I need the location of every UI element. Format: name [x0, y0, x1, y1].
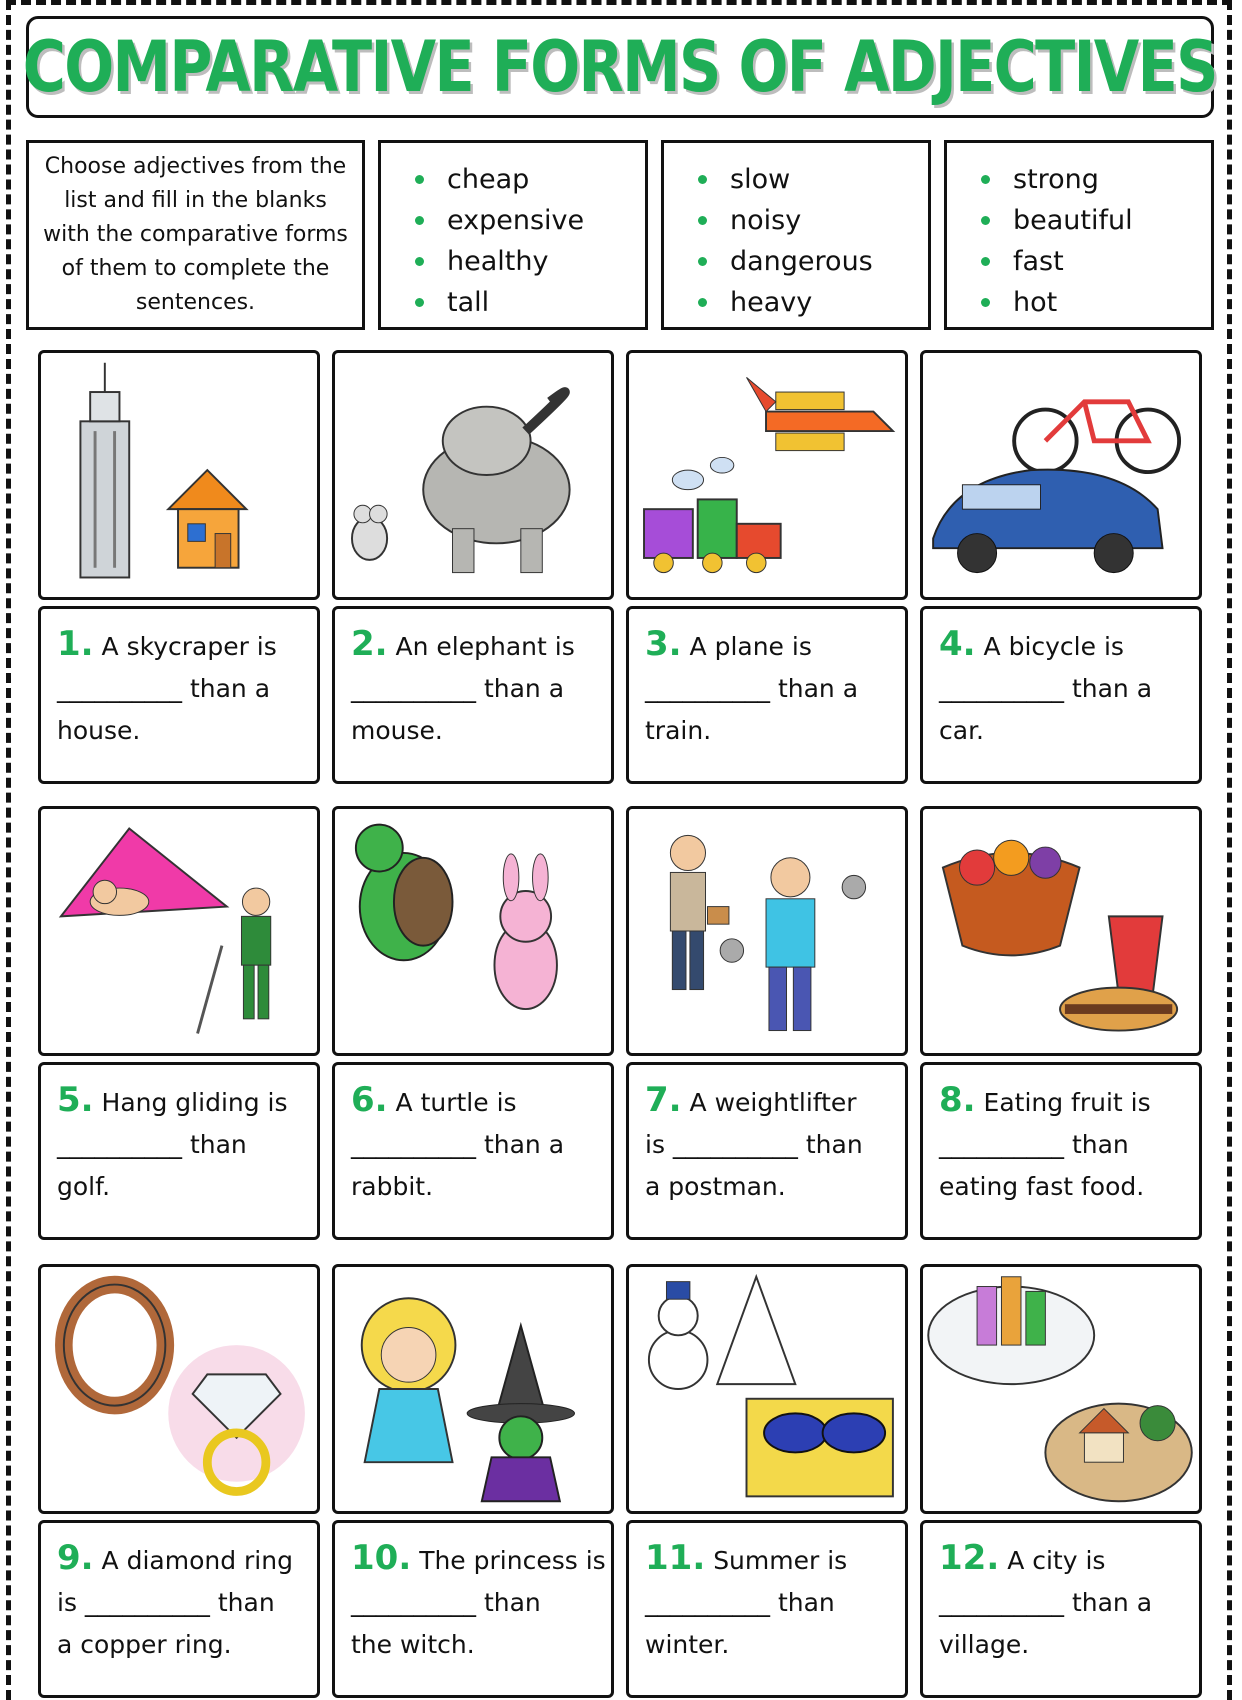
question-blank-line[interactable]: __________ than a: [351, 1130, 565, 1159]
question-card-12: [920, 1520, 1202, 1698]
picture-winter-summer: [626, 1264, 908, 1514]
question-line-1: [939, 1537, 1183, 1582]
picture-elephant-mouse: [332, 350, 614, 600]
question-number: 7.: [645, 1080, 682, 1120]
word-label: slow: [730, 164, 791, 195]
question-blank-line[interactable]: __________ than: [351, 1588, 541, 1617]
question-text: Eating fruit is: [983, 1088, 1151, 1117]
bullet-icon: [415, 298, 424, 307]
question-line-1: [57, 1537, 301, 1582]
bullet-icon: [415, 216, 424, 225]
question-number: 10.: [351, 1538, 412, 1578]
word-item: [981, 159, 1211, 200]
word-label: noisy: [730, 205, 802, 236]
question-card-9: [38, 1520, 320, 1698]
question-ending: train.: [645, 716, 712, 745]
question-card-6: [332, 1062, 614, 1240]
question-line-1: [57, 1079, 301, 1124]
question-blank-line[interactable]: __________ than: [57, 1130, 247, 1159]
question-text: The princess is: [419, 1546, 606, 1575]
bullet-icon: [415, 257, 424, 266]
question-ending: golf.: [57, 1172, 111, 1201]
word-item: [415, 159, 645, 200]
question-blank-line[interactable]: __________ than a: [939, 1588, 1153, 1617]
question-number: 4.: [939, 624, 976, 664]
bullet-icon: [981, 257, 990, 266]
question-ending: village.: [939, 1630, 1030, 1659]
word-item: [415, 200, 645, 241]
question-card-11: [626, 1520, 908, 1698]
picture-plane-train: [626, 350, 908, 600]
question-number: 1.: [57, 624, 94, 664]
question-ending: a copper ring.: [57, 1630, 232, 1659]
question-line-1: [351, 1079, 595, 1124]
question-number: 3.: [645, 624, 682, 664]
bullet-icon: [981, 175, 990, 184]
question-blank-line[interactable]: __________ than a: [57, 674, 271, 703]
question-blank-line[interactable]: __________ than: [645, 1588, 835, 1617]
word-label: fast: [1013, 246, 1064, 277]
question-card-3: [626, 606, 908, 784]
question-number: 5.: [57, 1080, 94, 1120]
bullet-icon: [981, 216, 990, 225]
picture-city-village: [920, 1264, 1202, 1514]
question-text: Summer is: [713, 1546, 848, 1575]
word-item: [698, 241, 928, 282]
question-blank-line[interactable]: __________ than a: [939, 674, 1153, 703]
question-number: 2.: [351, 624, 388, 664]
word-label: dangerous: [730, 246, 873, 277]
word-label: heavy: [730, 287, 813, 318]
question-text: A bicycle is: [983, 632, 1124, 661]
word-label: hot: [1013, 287, 1058, 318]
question-text: A skycraper is: [101, 632, 277, 661]
question-card-1: [38, 606, 320, 784]
instructions-text: Choose adjectives from the list and fill in the blanks with the comparative forms of them to complete the sentences.: [43, 154, 348, 315]
page-title: COMPARATIVE FORMS OF ADJECTIVES: [22, 26, 1218, 108]
word-item: [698, 159, 928, 200]
word-label: strong: [1013, 164, 1099, 195]
question-card-10: [332, 1520, 614, 1698]
picture-fruit-fast-food: [920, 806, 1202, 1056]
instructions-box: [26, 140, 365, 330]
question-card-7: [626, 1062, 908, 1240]
bullet-icon: [698, 298, 707, 307]
word-label: expensive: [447, 205, 585, 236]
word-item: [981, 282, 1211, 323]
word-label: beautiful: [1013, 205, 1133, 236]
question-line-1: [645, 1537, 889, 1582]
question-ending: house.: [57, 716, 141, 745]
word-list-box-2: [661, 140, 931, 330]
question-blank-line[interactable]: __________ than: [939, 1130, 1129, 1159]
question-number: 8.: [939, 1080, 976, 1120]
bullet-icon: [981, 298, 990, 307]
question-line-1: [57, 623, 301, 668]
bullet-icon: [698, 216, 707, 225]
question-line-1: [939, 1079, 1183, 1124]
picture-turtle-rabbit: [332, 806, 614, 1056]
question-text: A weightlifter: [689, 1088, 857, 1117]
question-line-1: [939, 623, 1183, 668]
question-ending: the witch.: [351, 1630, 475, 1659]
picture-postman-weightlifter: [626, 806, 908, 1056]
question-blank-line[interactable]: is __________ than: [57, 1588, 275, 1617]
question-line-1: [351, 1537, 606, 1582]
picture-bicycle-car: [920, 350, 1202, 600]
question-blank-line[interactable]: __________ than a: [645, 674, 859, 703]
bullet-icon: [698, 175, 707, 184]
picture-copper-diamond-ring: [38, 1264, 320, 1514]
question-number: 9.: [57, 1538, 94, 1578]
question-ending: winter.: [645, 1630, 730, 1659]
question-line-1: [645, 1079, 889, 1124]
picture-hang-gliding-golf: [38, 806, 320, 1056]
question-text: A turtle is: [395, 1088, 517, 1117]
question-line-1: [351, 623, 595, 668]
word-list-box-1: [378, 140, 648, 330]
question-ending: rabbit.: [351, 1172, 434, 1201]
word-list-box-3: [944, 140, 1214, 330]
question-number: 6.: [351, 1080, 388, 1120]
question-ending: eating fast food.: [939, 1172, 1145, 1201]
question-card-5: [38, 1062, 320, 1240]
question-text: An elephant is: [395, 632, 575, 661]
question-card-2: [332, 606, 614, 784]
word-label: healthy: [447, 246, 549, 277]
question-text: A city is: [1007, 1546, 1106, 1575]
question-ending: car.: [939, 716, 984, 745]
picture-skyscraper-house: [38, 350, 320, 600]
question-text: A plane is: [689, 632, 812, 661]
picture-princess-witch: [332, 1264, 614, 1514]
question-text: Hang gliding is: [101, 1088, 288, 1117]
word-item: [415, 282, 645, 323]
question-card-4: [920, 606, 1202, 784]
question-blank-line[interactable]: is __________ than: [645, 1130, 863, 1159]
word-item: [981, 200, 1211, 241]
word-item: [698, 200, 928, 241]
word-item: [698, 282, 928, 323]
bullet-icon: [698, 257, 707, 266]
word-label: tall: [447, 287, 490, 318]
title-box: [22, 16, 1218, 118]
word-label: cheap: [447, 164, 530, 195]
bullet-icon: [415, 175, 424, 184]
question-blank-line[interactable]: __________ than a: [351, 674, 565, 703]
question-card-8: [920, 1062, 1202, 1240]
question-number: 11.: [645, 1538, 706, 1578]
question-ending: a postman.: [645, 1172, 786, 1201]
word-item: [981, 241, 1211, 282]
question-line-1: [645, 623, 889, 668]
word-item: [415, 241, 645, 282]
question-ending: mouse.: [351, 716, 443, 745]
question-text: A diamond ring: [101, 1546, 293, 1575]
question-number: 12.: [939, 1538, 1000, 1578]
